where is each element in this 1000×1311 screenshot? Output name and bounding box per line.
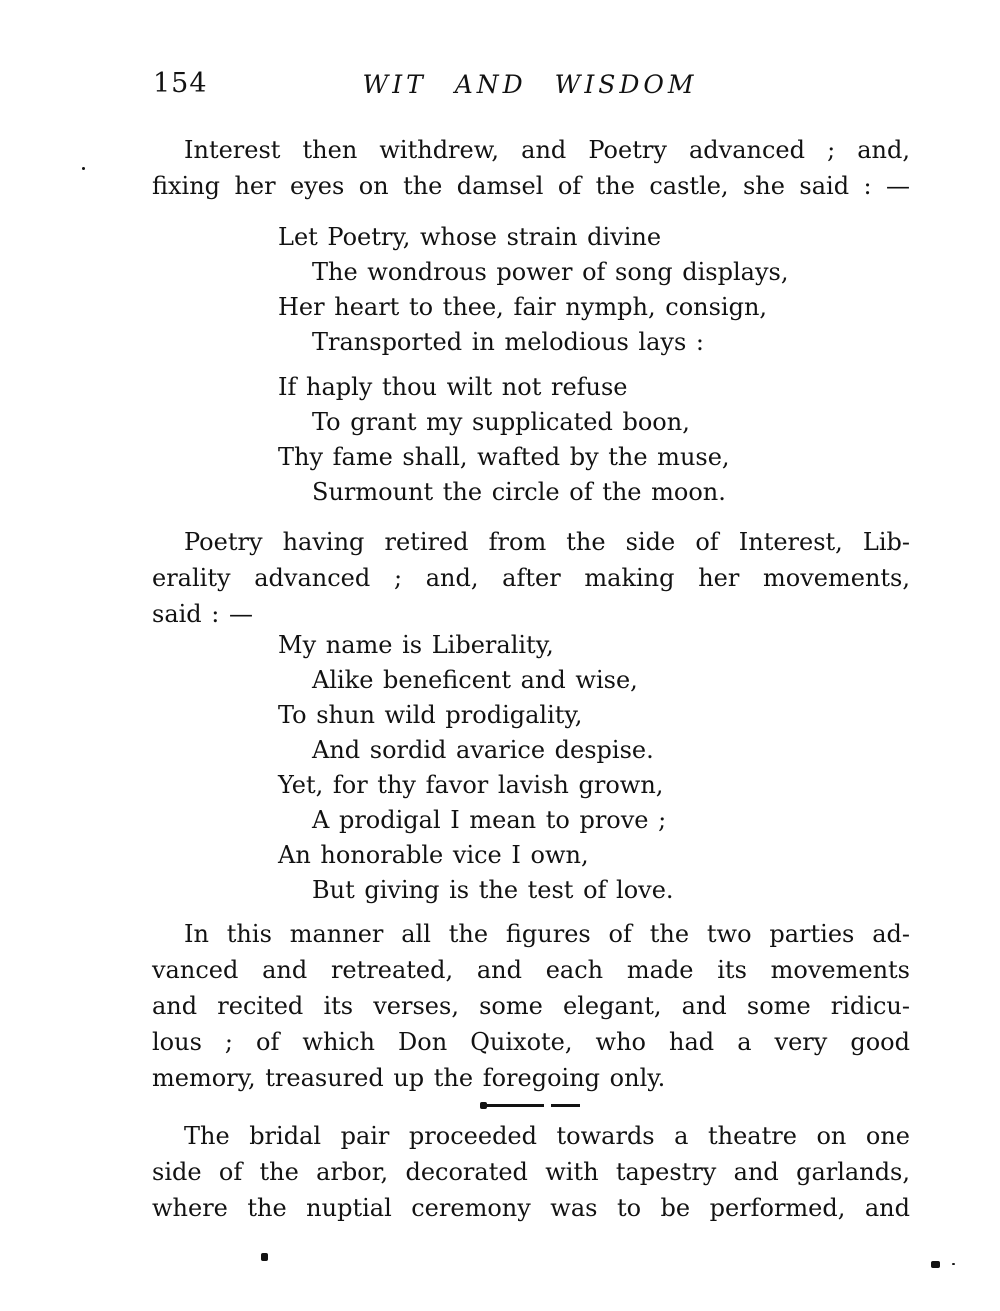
verse-line: An honorable vice I own, [278, 841, 589, 869]
divider-segment [482, 1104, 544, 1107]
verse-line: Yet, for thy favor lavish grown, [278, 771, 664, 799]
verse-line: Thy fame shall, wafted by the muse, [278, 443, 730, 471]
paragraph-line: Poetry having retired from the side of Interest, Lib- [184, 528, 910, 556]
paragraph-in-this-manner [152, 916, 910, 1096]
paragraph-line: lous ; of which Don Quixote, who had a very good [152, 1028, 910, 1056]
verse-line: A prodigal I mean to prove ; [312, 806, 667, 834]
paragraph-line: fixing her eyes on the damsel of the castle, she said : — [152, 172, 910, 200]
poem-poetry-stanza-2 [152, 370, 910, 510]
verse-line: Alike beneficent and wise, [312, 666, 638, 694]
paragraph-bridal-pair [152, 1118, 910, 1226]
page-number: 154 [153, 68, 208, 99]
verse-line: My name is Liberality, [278, 631, 554, 659]
verse-line: And sordid avarice despise. [312, 736, 654, 764]
divider-segment [551, 1104, 580, 1107]
poem-liberality [152, 628, 910, 908]
verse-line: To grant my supplicated boon, [312, 408, 690, 436]
paragraph-poetry-retired [152, 524, 910, 632]
paragraph-line: and recited its verses, some elegant, and some ridicu- [152, 992, 910, 1020]
verse-line: To shun wild prodigality, [278, 701, 583, 729]
verse-line: Transported in melodious lays : [312, 328, 704, 356]
paragraph-line: In this manner all the figures of the two parties ad- [184, 920, 910, 948]
running-head: WIT AND WISDOM [362, 70, 698, 99]
verse-line: Her heart to thee, fair nymph, consign, [278, 293, 768, 321]
ink-speck [952, 1263, 955, 1265]
verse-line: Surmount the circle of the moon. [312, 478, 726, 506]
ink-speck [931, 1261, 940, 1268]
poem-poetry-stanza-1 [152, 220, 910, 360]
paragraph-line: said : — [152, 600, 254, 628]
paragraph-line: vanced and retreated, and each made its movements [152, 956, 910, 984]
verse-line: If haply thou wilt not refuse [278, 373, 628, 401]
verse-line: But giving is the test of love. [312, 876, 674, 904]
paragraph-line: memory, treasured up the foregoing only. [152, 1064, 666, 1092]
verse-line: The wondrous power of song displays, [312, 258, 789, 286]
verse-line: Let Poetry, whose strain divine [278, 223, 662, 251]
text-column [152, 132, 910, 1226]
paragraph-line: erality advanced ; and, after making her movements, [152, 564, 910, 592]
ink-speck [82, 167, 85, 170]
paragraph-line: where the nuptial ceremony was to be performed, and [152, 1194, 910, 1222]
paragraph-line: The bridal pair proceeded towards a theatre on one [184, 1122, 910, 1150]
paragraph-interest-withdrew [152, 132, 910, 204]
section-divider-rule [152, 1100, 910, 1110]
paragraph-line: side of the arbor, decorated with tapestry and garlands, [152, 1158, 910, 1186]
ink-speck [261, 1253, 268, 1261]
paragraph-line: Interest then withdrew, and Poetry advanced ; and, [184, 136, 910, 164]
